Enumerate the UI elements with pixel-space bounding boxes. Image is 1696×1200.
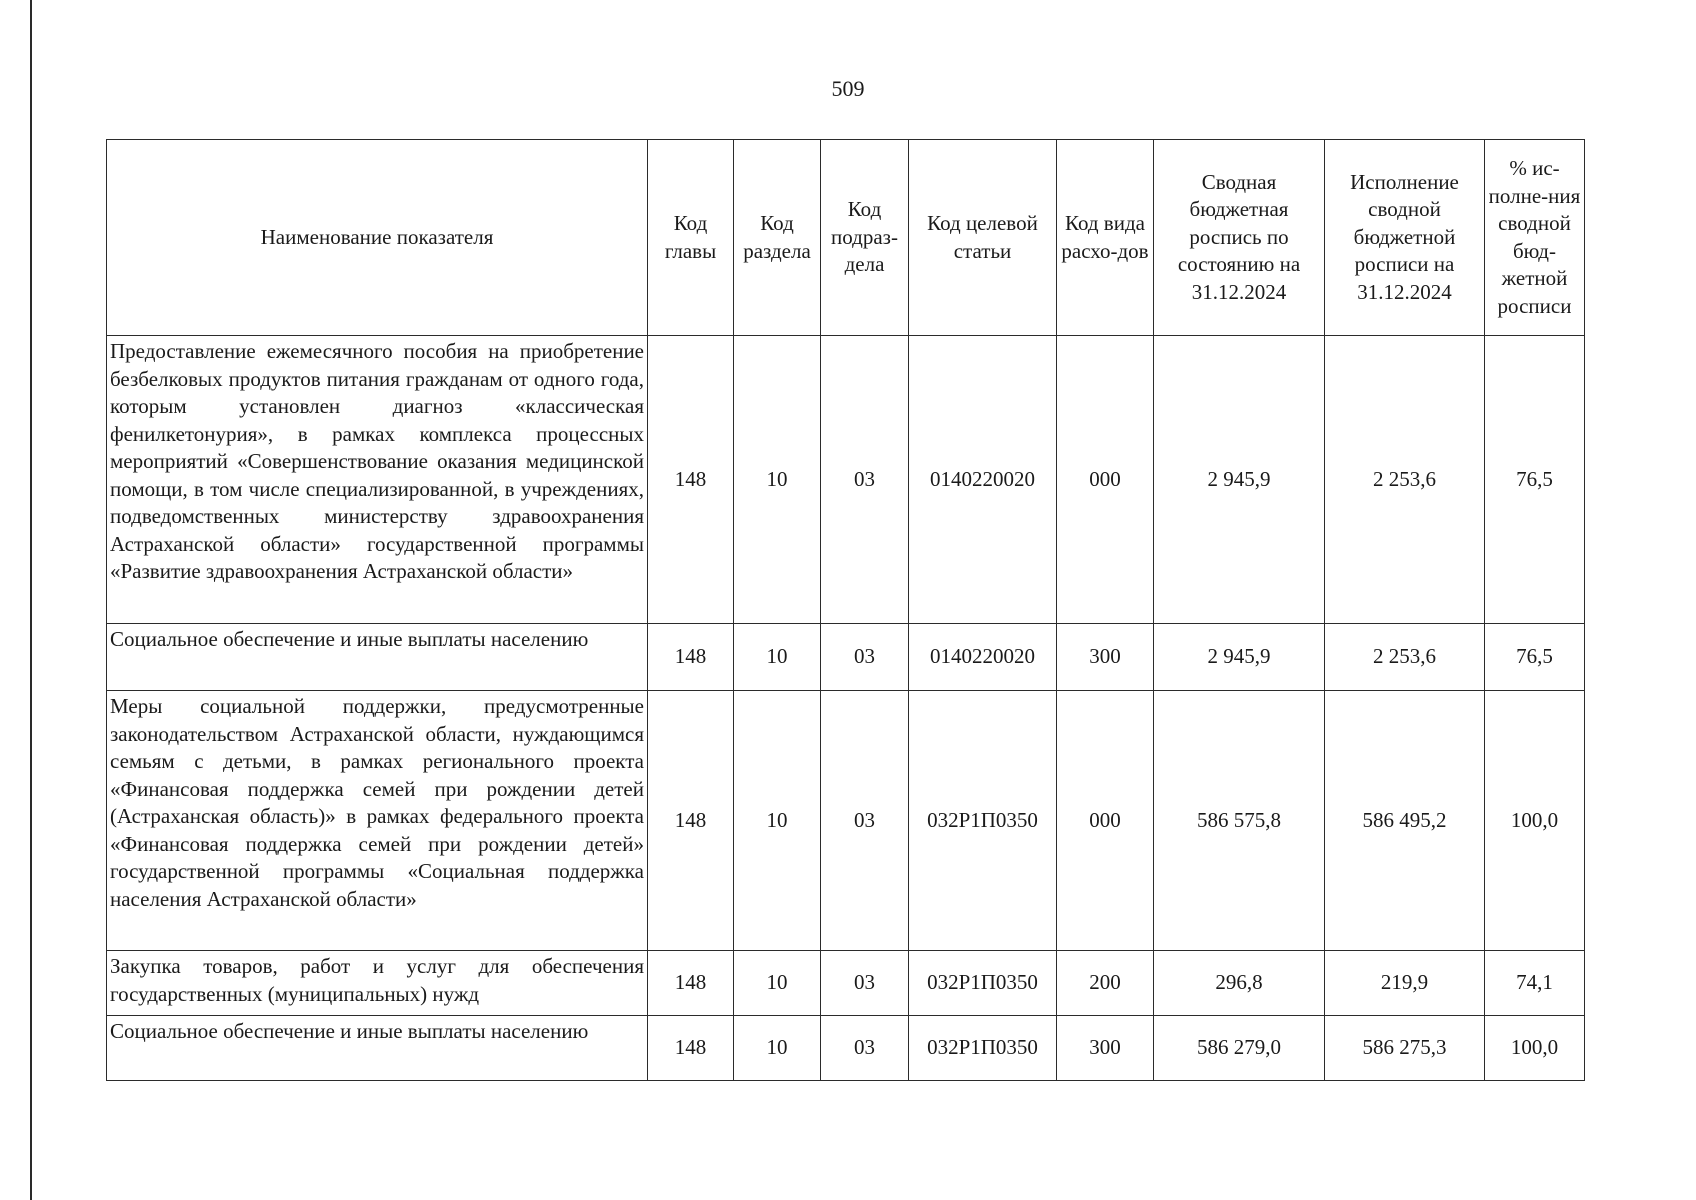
row-section-code: 10 xyxy=(734,1016,821,1081)
header-target-article-code: Код целевой статьи xyxy=(909,140,1057,336)
row-chapter-code: 148 xyxy=(648,691,734,951)
header-chapter-code: Код главы xyxy=(648,140,734,336)
row-budget-amount: 296,8 xyxy=(1154,951,1325,1016)
row-subsection-code: 03 xyxy=(821,691,909,951)
row-indicator-name: Социальное обеспечение и иные выплаты населению xyxy=(107,624,648,691)
row-section-code: 10 xyxy=(734,336,821,624)
row-subsection-code: 03 xyxy=(821,1016,909,1081)
header-expense-type-code: Код вида расхо-дов xyxy=(1057,140,1154,336)
row-chapter-code: 148 xyxy=(648,336,734,624)
page-margin-line xyxy=(30,0,32,1200)
header-budget-schedule: Сводная бюджетная роспись по состоянию на 31.12.2024 xyxy=(1154,140,1325,336)
table-row xyxy=(107,336,1585,624)
table-row xyxy=(107,691,1585,951)
row-budget-amount: 586 575,8 xyxy=(1154,691,1325,951)
page-number: 509 xyxy=(831,76,865,101)
header-execution-percent: % ис-полне-ния сводной бюд-жетной росписи xyxy=(1485,140,1585,336)
row-budget-amount: 586 279,0 xyxy=(1154,1016,1325,1081)
header-indicator-name: Наименование показателя xyxy=(107,140,648,336)
row-execution-percent: 76,5 xyxy=(1485,336,1585,624)
row-execution-percent: 100,0 xyxy=(1485,691,1585,951)
row-target-article-code: 032Р1П0350 xyxy=(909,691,1057,951)
row-section-code: 10 xyxy=(734,624,821,691)
row-execution-percent: 74,1 xyxy=(1485,951,1585,1016)
row-indicator-name: Социальное обеспечение и иные выплаты населению xyxy=(107,1016,648,1081)
row-target-article-code: 032Р1П0350 xyxy=(909,951,1057,1016)
row-expense-type-code: 000 xyxy=(1057,336,1154,624)
row-chapter-code: 148 xyxy=(648,624,734,691)
row-section-code: 10 xyxy=(734,691,821,951)
row-execution-amount: 2 253,6 xyxy=(1325,624,1485,691)
row-subsection-code: 03 xyxy=(821,336,909,624)
row-execution-amount: 586 495,2 xyxy=(1325,691,1485,951)
row-target-article-code: 0140220020 xyxy=(909,336,1057,624)
row-chapter-code: 148 xyxy=(648,1016,734,1081)
row-budget-amount: 2 945,9 xyxy=(1154,624,1325,691)
row-expense-type-code: 000 xyxy=(1057,691,1154,951)
row-expense-type-code: 300 xyxy=(1057,1016,1154,1081)
row-execution-amount: 586 275,3 xyxy=(1325,1016,1485,1081)
header-subsection-code: Код подраз-дела xyxy=(821,140,909,336)
row-chapter-code: 148 xyxy=(648,951,734,1016)
row-expense-type-code: 200 xyxy=(1057,951,1154,1016)
table-row xyxy=(107,1016,1585,1081)
budget-execution-table xyxy=(106,139,1585,1081)
row-budget-amount: 2 945,9 xyxy=(1154,336,1325,624)
row-subsection-code: 03 xyxy=(821,624,909,691)
row-execution-amount: 219,9 xyxy=(1325,951,1485,1016)
header-section-code: Код раздела xyxy=(734,140,821,336)
row-section-code: 10 xyxy=(734,951,821,1016)
row-expense-type-code: 300 xyxy=(1057,624,1154,691)
row-indicator-name: Меры социальной поддержки, предусмотренные законодательством Астраханской области, нуждающимся семьям с детьми, в рамках регионального проекта «Финансовая поддержка семей при рождении детей (Астраханская область)» в рамках федерального проекта «Финансовая поддержка семей при рождении детей» государственной программы «Социальная поддержка населения Астраханской области» xyxy=(107,691,648,951)
row-execution-amount: 2 253,6 xyxy=(1325,336,1485,624)
row-execution-percent: 100,0 xyxy=(1485,1016,1585,1081)
table-row xyxy=(107,951,1585,1016)
table-row xyxy=(107,624,1585,691)
row-subsection-code: 03 xyxy=(821,951,909,1016)
header-budget-execution: Исполнение сводной бюджетной росписи на 31.12.2024 xyxy=(1325,140,1485,336)
row-target-article-code: 032Р1П0350 xyxy=(909,1016,1057,1081)
row-target-article-code: 0140220020 xyxy=(909,624,1057,691)
row-execution-percent: 76,5 xyxy=(1485,624,1585,691)
table-header-row xyxy=(107,140,1585,336)
row-indicator-name: Закупка товаров, работ и услуг для обеспечения государственных (муниципальных) нужд xyxy=(107,951,648,1016)
row-indicator-name: Предоставление ежемесячного пособия на приобретение безбелковых продуктов питания гражданам от одного года, которым установлен диагноз «классическая фенилкетонурия», в рамках комплекса процессных мероприятий «Совершенствование оказания медицинской помощи, в том числе специализированной, в учреждениях, подведомственных министерству здравоохранения Астраханской области» государственной программы «Развитие здравоохранения Астраханской области» xyxy=(107,336,648,624)
